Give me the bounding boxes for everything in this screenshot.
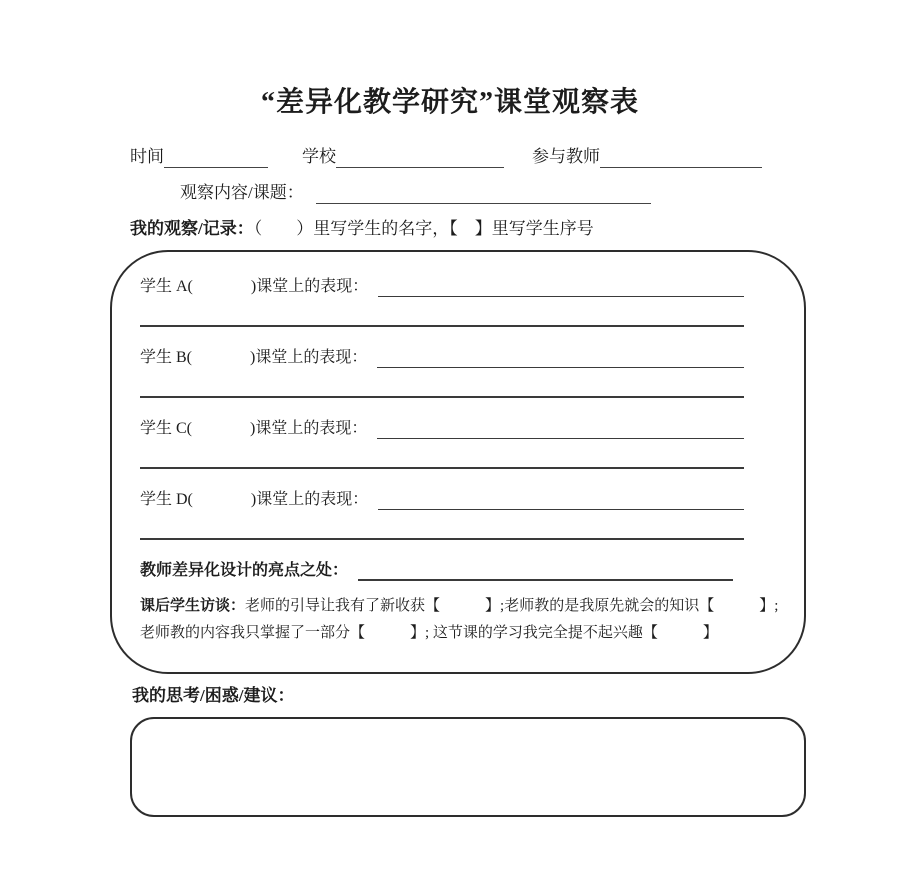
observation-section-label: 我的观察/记录：	[130, 219, 254, 238]
observation-box	[110, 250, 806, 674]
topic-blank	[316, 184, 651, 204]
observation-hint: （ ）里写学生的名字，【 】里写学生序号	[253, 219, 594, 238]
student-b-label-prefix: 学生 B(	[140, 349, 193, 366]
student-a-notes-line	[140, 325, 744, 327]
student-row	[140, 276, 778, 297]
student-b-label-suffix: )课堂上的表现：	[250, 349, 368, 366]
student-c-label-suffix: )课堂上的表现：	[250, 420, 368, 437]
student-b-performance-blank	[377, 349, 744, 368]
topic-label: 观察内容/课题：	[180, 183, 304, 202]
interview-item: 这节课的学习我完全提不起兴趣【 】	[432, 625, 718, 641]
student-a-performance-blank	[378, 278, 744, 297]
thoughts-box	[130, 717, 806, 817]
student-row	[140, 489, 778, 510]
student-c-performance-blank	[377, 420, 744, 439]
student-d-block	[140, 489, 778, 540]
time-blank	[164, 148, 268, 168]
student-a-label-suffix: )课堂上的表现：	[250, 278, 369, 295]
student-c-block	[140, 418, 778, 469]
interview-item: 老师教的是我原先就会的知识【 】;	[504, 598, 779, 614]
student-c-label-prefix: 学生 C(	[140, 420, 193, 437]
student-a-label-prefix: 学生 A(	[140, 278, 193, 295]
school-label: 学校	[302, 147, 336, 166]
student-row	[140, 347, 778, 368]
student-b-block	[140, 347, 778, 398]
student-a-block	[140, 276, 778, 327]
interview-item: 老师的引导让我有了新收获【 】;	[245, 598, 505, 614]
observation-instructions	[130, 218, 900, 240]
highlights-blank	[358, 562, 733, 581]
teacher-blank	[600, 148, 762, 168]
student-d-notes-line	[140, 538, 744, 540]
thoughts-label: 我的思考/困惑/建议：	[132, 686, 295, 705]
student-d-label-prefix: 学生 D(	[140, 491, 193, 508]
highlights-row	[140, 560, 778, 581]
interview-item: 老师教的内容我只掌握了一部分【 】;	[140, 625, 430, 641]
document-page	[0, 80, 900, 895]
student-b-notes-line	[140, 396, 744, 398]
interview-section	[140, 593, 778, 647]
student-d-label-suffix: )课堂上的表现：	[250, 491, 369, 508]
teacher-label: 参与教师	[532, 147, 600, 166]
interview-line-2	[140, 620, 778, 647]
student-c-notes-line	[140, 467, 744, 469]
topic-row	[180, 182, 900, 204]
header-fields	[130, 146, 805, 168]
highlights-label: 教师差异化设计的亮点之处：	[140, 562, 349, 579]
student-d-performance-blank	[378, 491, 744, 510]
page-title: “差异化教学研究”课堂观察表	[260, 87, 639, 118]
interview-line-1	[140, 593, 778, 620]
interview-label: 课后学生访谈：	[140, 598, 246, 614]
school-blank	[336, 148, 504, 168]
time-label: 时间	[130, 147, 164, 166]
student-row	[140, 418, 778, 439]
